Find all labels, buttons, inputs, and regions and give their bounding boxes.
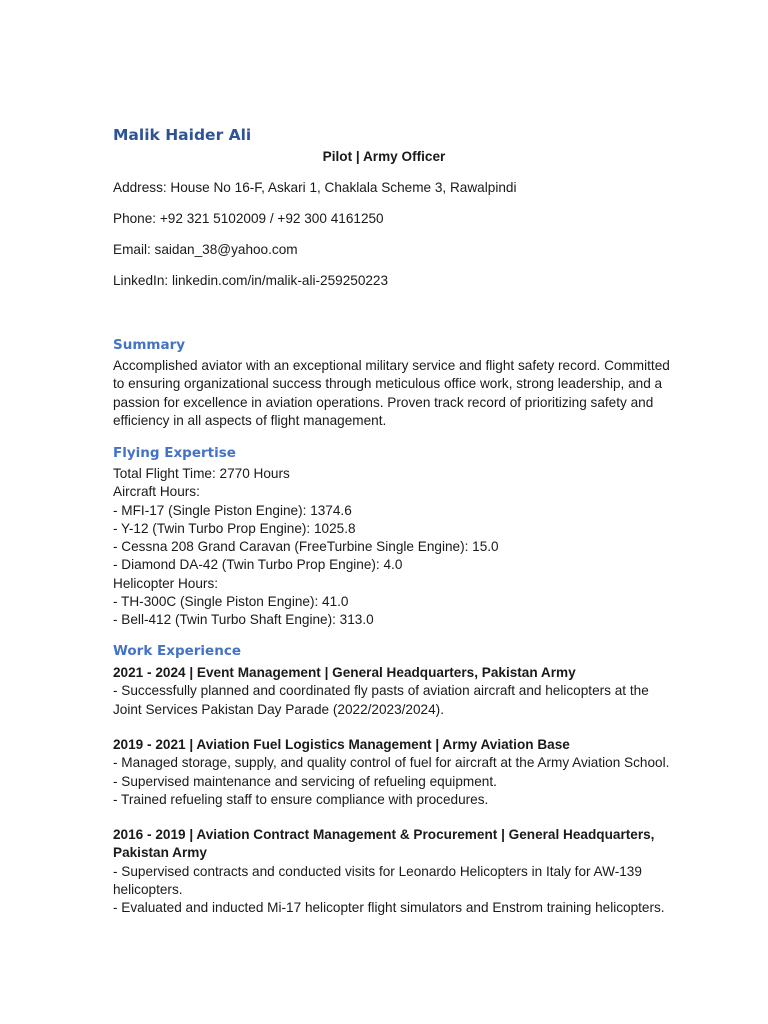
contact-linkedin: LinkedIn: linkedin.com/in/malik-ali-259250223 (113, 273, 389, 288)
flying-expertise-list (113, 465, 673, 630)
contact-address: Address: House No 16-F, Askari 1, Chaklala Scheme 3, Rawalpindi (113, 180, 517, 195)
flying-line: - Cessna 208 Grand Caravan (FreeTurbine Single Engine): 15.0 (113, 539, 499, 555)
job-title-continued: Pakistan Army (113, 845, 207, 861)
work-experience-heading: Work Experience (113, 643, 241, 659)
job-detail-line: - Successfully planned and coordinated fly pasts of aviation aircraft and helicopters at the (113, 683, 649, 699)
flying-expertise-heading: Flying Expertise (113, 445, 236, 461)
job-detail-line: Joint Services Pakistan Day Parade (2022/2023/2024). (113, 701, 444, 717)
candidate-name: Malik Haider Ali (113, 126, 252, 144)
summary-line: efficiency in all aspects of flight management. (113, 412, 387, 428)
summary-line: Accomplished aviator with an exceptional military service and flight safety record. Committed (113, 358, 670, 373)
flying-line: Total Flight Time: 2770 Hours (113, 466, 290, 481)
job-detail-line: - Evaluated and inducted Mi-17 helicopter flight simulators and Enstrom training helicopters. (113, 900, 665, 916)
job-title: 2016 - 2019 | Aviation Contract Management & Procurement | General Headquarters, (113, 827, 655, 842)
job-detail-line: - Supervised contracts and conducted visits for Leonardo Helicopters in Italy for AW-139 (113, 863, 642, 879)
flying-line: - Bell-412 (Twin Turbo Shaft Engine): 313.0 (113, 612, 374, 628)
flying-line: Helicopter Hours: (113, 575, 219, 591)
summary-text (113, 357, 673, 430)
job-title: 2019 - 2021 | Aviation Fuel Logistics Management | Army Aviation Base (113, 737, 570, 752)
flying-line: - Y-12 (Twin Turbo Prop Engine): 1025.8 (113, 520, 356, 536)
job-detail-line: - Trained refueling staff to ensure compliance with procedures. (113, 791, 489, 807)
job-detail-line: - Supervised maintenance and servicing of refueling equipment. (113, 773, 497, 789)
job-title: 2021 - 2024 | Event Management | General Headquarters, Pakistan Army (113, 665, 576, 680)
candidate-subtitle: Pilot | Army Officer (322, 149, 446, 164)
flying-line: Aircraft Hours: (113, 484, 200, 500)
job-entry (113, 664, 673, 719)
job-entry (113, 826, 673, 917)
contact-email: Email: saidan_38@yahoo.com (113, 242, 298, 257)
summary-line: to ensuring organizational success through meticulous office work, strong leadership, and a (113, 376, 663, 392)
flying-line: - MFI-17 (Single Piston Engine): 1374.6 (113, 502, 352, 518)
flying-line: - TH-300C (Single Piston Engine): 41.0 (113, 594, 349, 610)
job-entry (113, 736, 673, 809)
summary-heading: Summary (113, 337, 186, 353)
job-detail-line: helicopters. (113, 881, 183, 897)
summary-line: passion for excellence in aviation operations. Proven track record of prioritizing safety and (113, 394, 654, 410)
flying-line: - Diamond DA-42 (Twin Turbo Prop Engine): 4.0 (113, 557, 403, 573)
job-detail-line: - Managed storage, supply, and quality control of fuel for aircraft at the Army Aviation School. (113, 755, 670, 771)
contact-phone: Phone: +92 321 5102009 / +92 300 4161250 (113, 211, 384, 226)
